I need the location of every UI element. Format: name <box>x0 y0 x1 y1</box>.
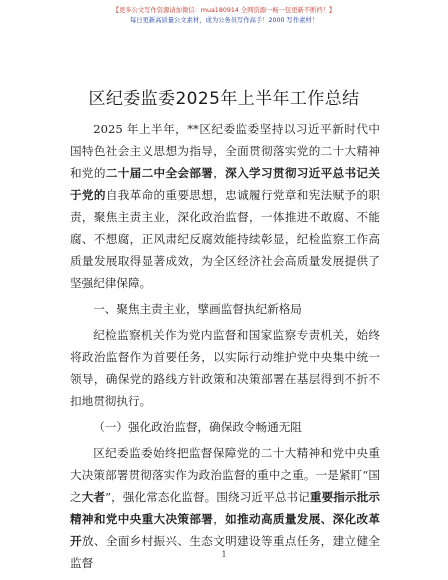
bold-run: 如推动高质量发展、深化改革开 <box>70 512 380 548</box>
banner-line-1: 【更多公文写作资源请加微信：mua180914 全网资源一畅一包更新不断档！】 <box>112 7 336 14</box>
text-run: ， <box>213 166 226 180</box>
promo-banner <box>0 6 448 26</box>
text-run: 自我革命的重要思想，忠诚履行党章和宪法赋予的职责，聚焦主责主业，深化政治监督，一体推进不敢腐、不能腐、不想腐，正风肃纪反腐效能持续彰显，纪检监察工作高质量发展取得显著成效，为全区经济社会高质量发展提供了坚强纪律保障。 <box>70 188 380 290</box>
text-run: 放、全面乡村振兴、生态文明建设等重点任务，建立健全监督 <box>70 534 380 570</box>
text-run: ， <box>213 512 226 526</box>
subsection-heading-1: （一）强化政治监督，确保政令畅通无阻 <box>93 420 302 434</box>
bold-run: 重要指示批示精神和党中央重大决策部署 <box>70 490 380 526</box>
bold-run: 深入学习贯彻习近平总书记关于党的 <box>70 166 380 202</box>
banner-line-2: 每日更新高质量公文素材，成为公务员写作高手！2000 写作素材！ <box>129 17 319 24</box>
paragraph-intro <box>70 118 380 294</box>
page-number: 1 <box>221 550 227 559</box>
document-body <box>70 118 380 574</box>
section-heading-1: 一、聚焦主责主业，擘画监督执纪新格局 <box>93 302 302 316</box>
bold-run: 二十届二中全会部署 <box>105 166 214 180</box>
bold-run: 大者 <box>81 490 106 504</box>
text-run: ”，强化常态化监督。围绕习近平总书记 <box>105 490 310 504</box>
text-run: 2025 年上半年，**区纪委监委坚持以习近平新时代中国特色社会主义思想为指导，全面贯彻落实党的二十大精神和党的 <box>70 122 380 180</box>
paragraph-section-1: 纪检监察机关作为党内监督和国家监察专责机关，始终将政治监督作为首要任务，以实际行动维护党中央集中统一领导，确保党的路线方针政策和决策部署在基层得到不折不扣地贯彻执行。 <box>70 328 380 408</box>
document-title: 区纪委监委2025年上半年工作总结 <box>88 89 360 109</box>
text-run: 区纪委监委始终把监督保障党的二十大精神和党中央重大决策部署贯彻落实作为政治监督的重中之重。一是紧盯“国之 <box>70 446 380 504</box>
